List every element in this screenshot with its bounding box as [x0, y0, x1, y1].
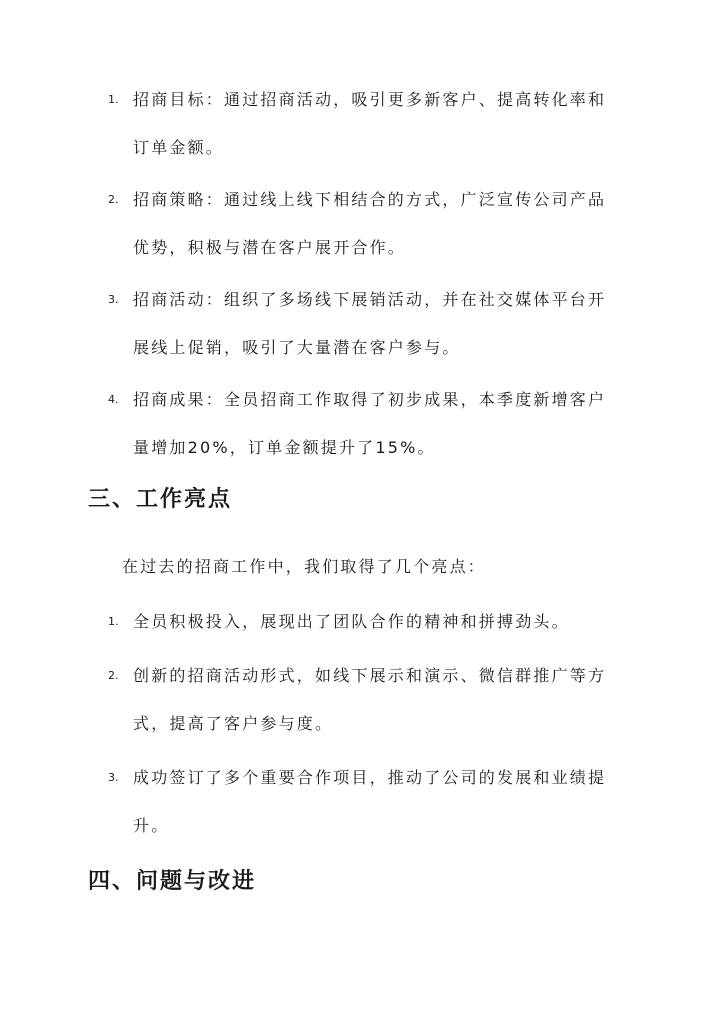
list-item [0, 598, 720, 646]
list-item [0, 652, 720, 748]
list-number: 3. [108, 771, 119, 784]
list-number: 4. [108, 393, 119, 406]
highlights-list [0, 598, 720, 850]
list-item-text: 招商策略：通过线上线下相结合的方式，广泛宣传公司产品优势，积极与潜在客户展开合作。 [133, 190, 607, 257]
list-item-text: 招商成果：全员招商工作取得了初步成果，本季度新增客户量增加20%，订单金额提升了15%。 [133, 390, 607, 457]
list-item-text: 招商活动：组织了多场线下展销活动，并在社交媒体平台开展线上促销，吸引了大量潜在客户参与。 [133, 290, 607, 357]
list-number: 2. [108, 669, 119, 682]
list-item-text: 成功签订了多个重要合作项目，推动了公司的发展和业绩提升。 [133, 768, 607, 835]
list-item-text: 招商目标：通过招商活动，吸引更多新客户、提高转化率和订单金额。 [133, 90, 607, 157]
list-item [0, 754, 720, 850]
list-item [0, 76, 720, 172]
section-heading-highlights: 三、工作亮点 [88, 486, 233, 512]
recruitment-summary-list [0, 76, 720, 472]
list-number: 3. [108, 293, 119, 306]
section-heading-issues: 四、问题与改进 [88, 868, 257, 894]
list-item [0, 276, 720, 372]
list-item-text: 全员积极投入，展现出了团队合作的精神和拼搏劲头。 [133, 612, 570, 631]
section-intro: 在过去的招商工作中，我们取得了几个亮点： [122, 557, 487, 576]
list-item [0, 376, 720, 472]
list-item [0, 176, 720, 272]
list-number: 1. [108, 93, 119, 106]
list-item-text: 创新的招商活动形式，如线下展示和演示、微信群推广等方式，提高了客户参与度。 [133, 666, 607, 733]
list-number: 1. [108, 615, 119, 628]
list-number: 2. [108, 193, 119, 206]
